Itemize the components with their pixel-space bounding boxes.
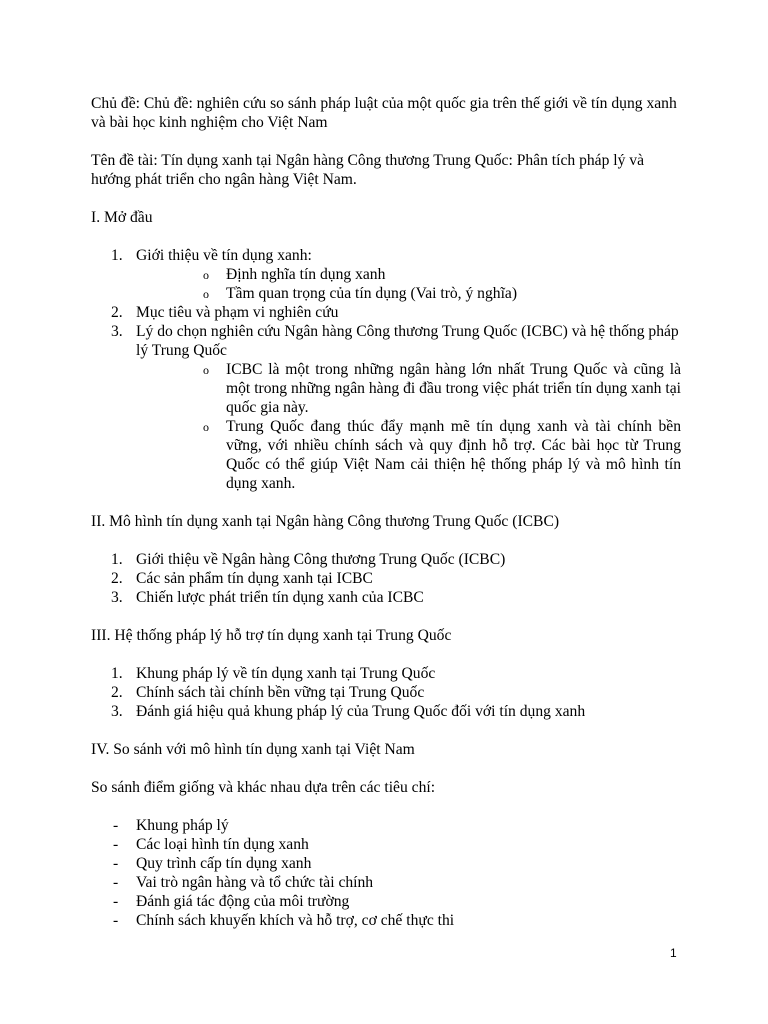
dash-bullet: - (113, 817, 119, 834)
dash-bullet: - (113, 855, 119, 872)
bullet-icon: o (203, 363, 209, 377)
criteria-text: Chính sách khuyến khích và hỗ trợ, cơ chế thực thi (136, 912, 455, 929)
item-number: 3. (111, 589, 123, 606)
page-number: 1 (670, 946, 677, 960)
section4-intro: So sánh điểm giống và khác nhau dựa trên các tiêu chí: (91, 779, 436, 796)
list-item (91, 322, 681, 493)
sub-item-text: Định nghĩa tín dụng xanh (226, 266, 386, 283)
list-item (91, 664, 681, 683)
item-number: 2. (111, 304, 123, 321)
list-item (91, 702, 681, 721)
list-item (91, 550, 681, 569)
section3-list (91, 664, 681, 721)
sub-list (136, 360, 681, 493)
list-item (91, 854, 681, 873)
item-text: Mục tiêu và phạm vi nghiên cứu (136, 304, 339, 321)
item-text: Các sản phẩm tín dụng xanh tại ICBC (136, 570, 373, 587)
list-item (91, 683, 681, 702)
list-item (91, 569, 681, 588)
list-item (91, 246, 681, 303)
sub-item-text: Trung Quốc đang thúc đẩy mạnh mẽ tín dụng xanh và tài chính bền vững, với nhiều chính sách và quy định hỗ trợ. Các bài học từ Trung Quốc có thể giúp Việt Nam cải thiện hệ thống pháp lý và mô hình tín dụng xanh. (226, 418, 681, 492)
sub-item-text: ICBC là một trong những ngân hàng lớn nhất Trung Quốc và cũng là một trong những ngân hàng đi đầu trong việc phát triển tín dụng xanh tại quốc gia này. (226, 361, 681, 416)
section3-heading: III. Hệ thống pháp lý hỗ trợ tín dụng xanh tại Trung Quốc (91, 627, 452, 644)
item-text: Chính sách tài chính bền vững tại Trung Quốc (136, 684, 425, 701)
criteria-text: Vai trò ngân hàng và tổ chức tài chính (136, 874, 374, 891)
item-text: Lý do chọn nghiên cứu Ngân hàng Công thương Trung Quốc (ICBC) và hệ thống pháp lý Trung Quốc (136, 323, 679, 359)
sub-list-item (136, 360, 681, 417)
bullet-icon: o (203, 268, 209, 282)
list-item (91, 892, 681, 911)
item-number: 3. (111, 323, 123, 340)
list-item (91, 303, 681, 322)
section2-heading: II. Mô hình tín dụng xanh tại Ngân hàng Công thương Trung Quốc (ICBC) (91, 513, 560, 530)
dash-bullet: - (113, 912, 119, 929)
item-number: 3. (111, 703, 123, 720)
dash-bullet: - (113, 893, 119, 910)
item-text: Khung pháp lý về tín dụng xanh tại Trung Quốc (136, 665, 436, 682)
item-text: Giới thiệu về tín dụng xanh: (136, 247, 312, 264)
item-number: 2. (111, 570, 123, 587)
sub-item-text: Tầm quan trọng của tín dụng (Vai trò, ý nghĩa) (226, 285, 518, 302)
title-paragraph: Tên đề tài: Tín dụng xanh tại Ngân hàng Công thương Trung Quốc: Phân tích pháp lý và hướng phát triển cho ngân hàng Việt Nam. (91, 152, 645, 188)
list-item (91, 816, 681, 835)
sub-list-item (136, 417, 681, 493)
item-text: Giới thiệu về Ngân hàng Công thương Trung Quốc (ICBC) (136, 551, 506, 568)
bullet-icon: o (203, 420, 209, 434)
sub-list-item (136, 284, 681, 303)
list-item (91, 873, 681, 892)
item-number: 1. (111, 551, 123, 568)
section2-list (91, 550, 681, 607)
criteria-list (91, 816, 681, 930)
item-number: 1. (111, 665, 123, 682)
section4-heading: IV. So sánh với mô hình tín dụng xanh tại Việt Nam (91, 741, 415, 758)
topic-paragraph: Chủ đề: Chủ đề: nghiên cứu so sánh pháp luật của một quốc gia trên thế giới về tín dụng xanh và bài học kinh nghiệm cho Việt Nam (91, 95, 677, 131)
item-number: 2. (111, 684, 123, 701)
criteria-text: Đánh giá tác động của môi trường (136, 893, 350, 910)
sub-list-item (136, 265, 681, 284)
list-item (91, 835, 681, 854)
bullet-icon: o (203, 287, 209, 301)
list-item (91, 911, 681, 930)
criteria-text: Khung pháp lý (136, 817, 229, 834)
document-page (91, 94, 681, 930)
dash-bullet: - (113, 836, 119, 853)
dash-bullet: - (113, 874, 119, 891)
item-number: 1. (111, 247, 123, 264)
item-text: Đánh giá hiệu quả khung pháp lý của Trung Quốc đối với tín dụng xanh (136, 703, 586, 720)
list-item (91, 588, 681, 607)
sub-list (136, 265, 681, 303)
criteria-text: Các loại hình tín dụng xanh (136, 836, 309, 853)
item-text: Chiến lược phát triển tín dụng xanh của ICBC (136, 589, 424, 606)
criteria-text: Quy trình cấp tín dụng xanh (136, 855, 312, 872)
section1-heading: I. Mở đầu (91, 209, 153, 226)
section1-list (91, 246, 681, 493)
